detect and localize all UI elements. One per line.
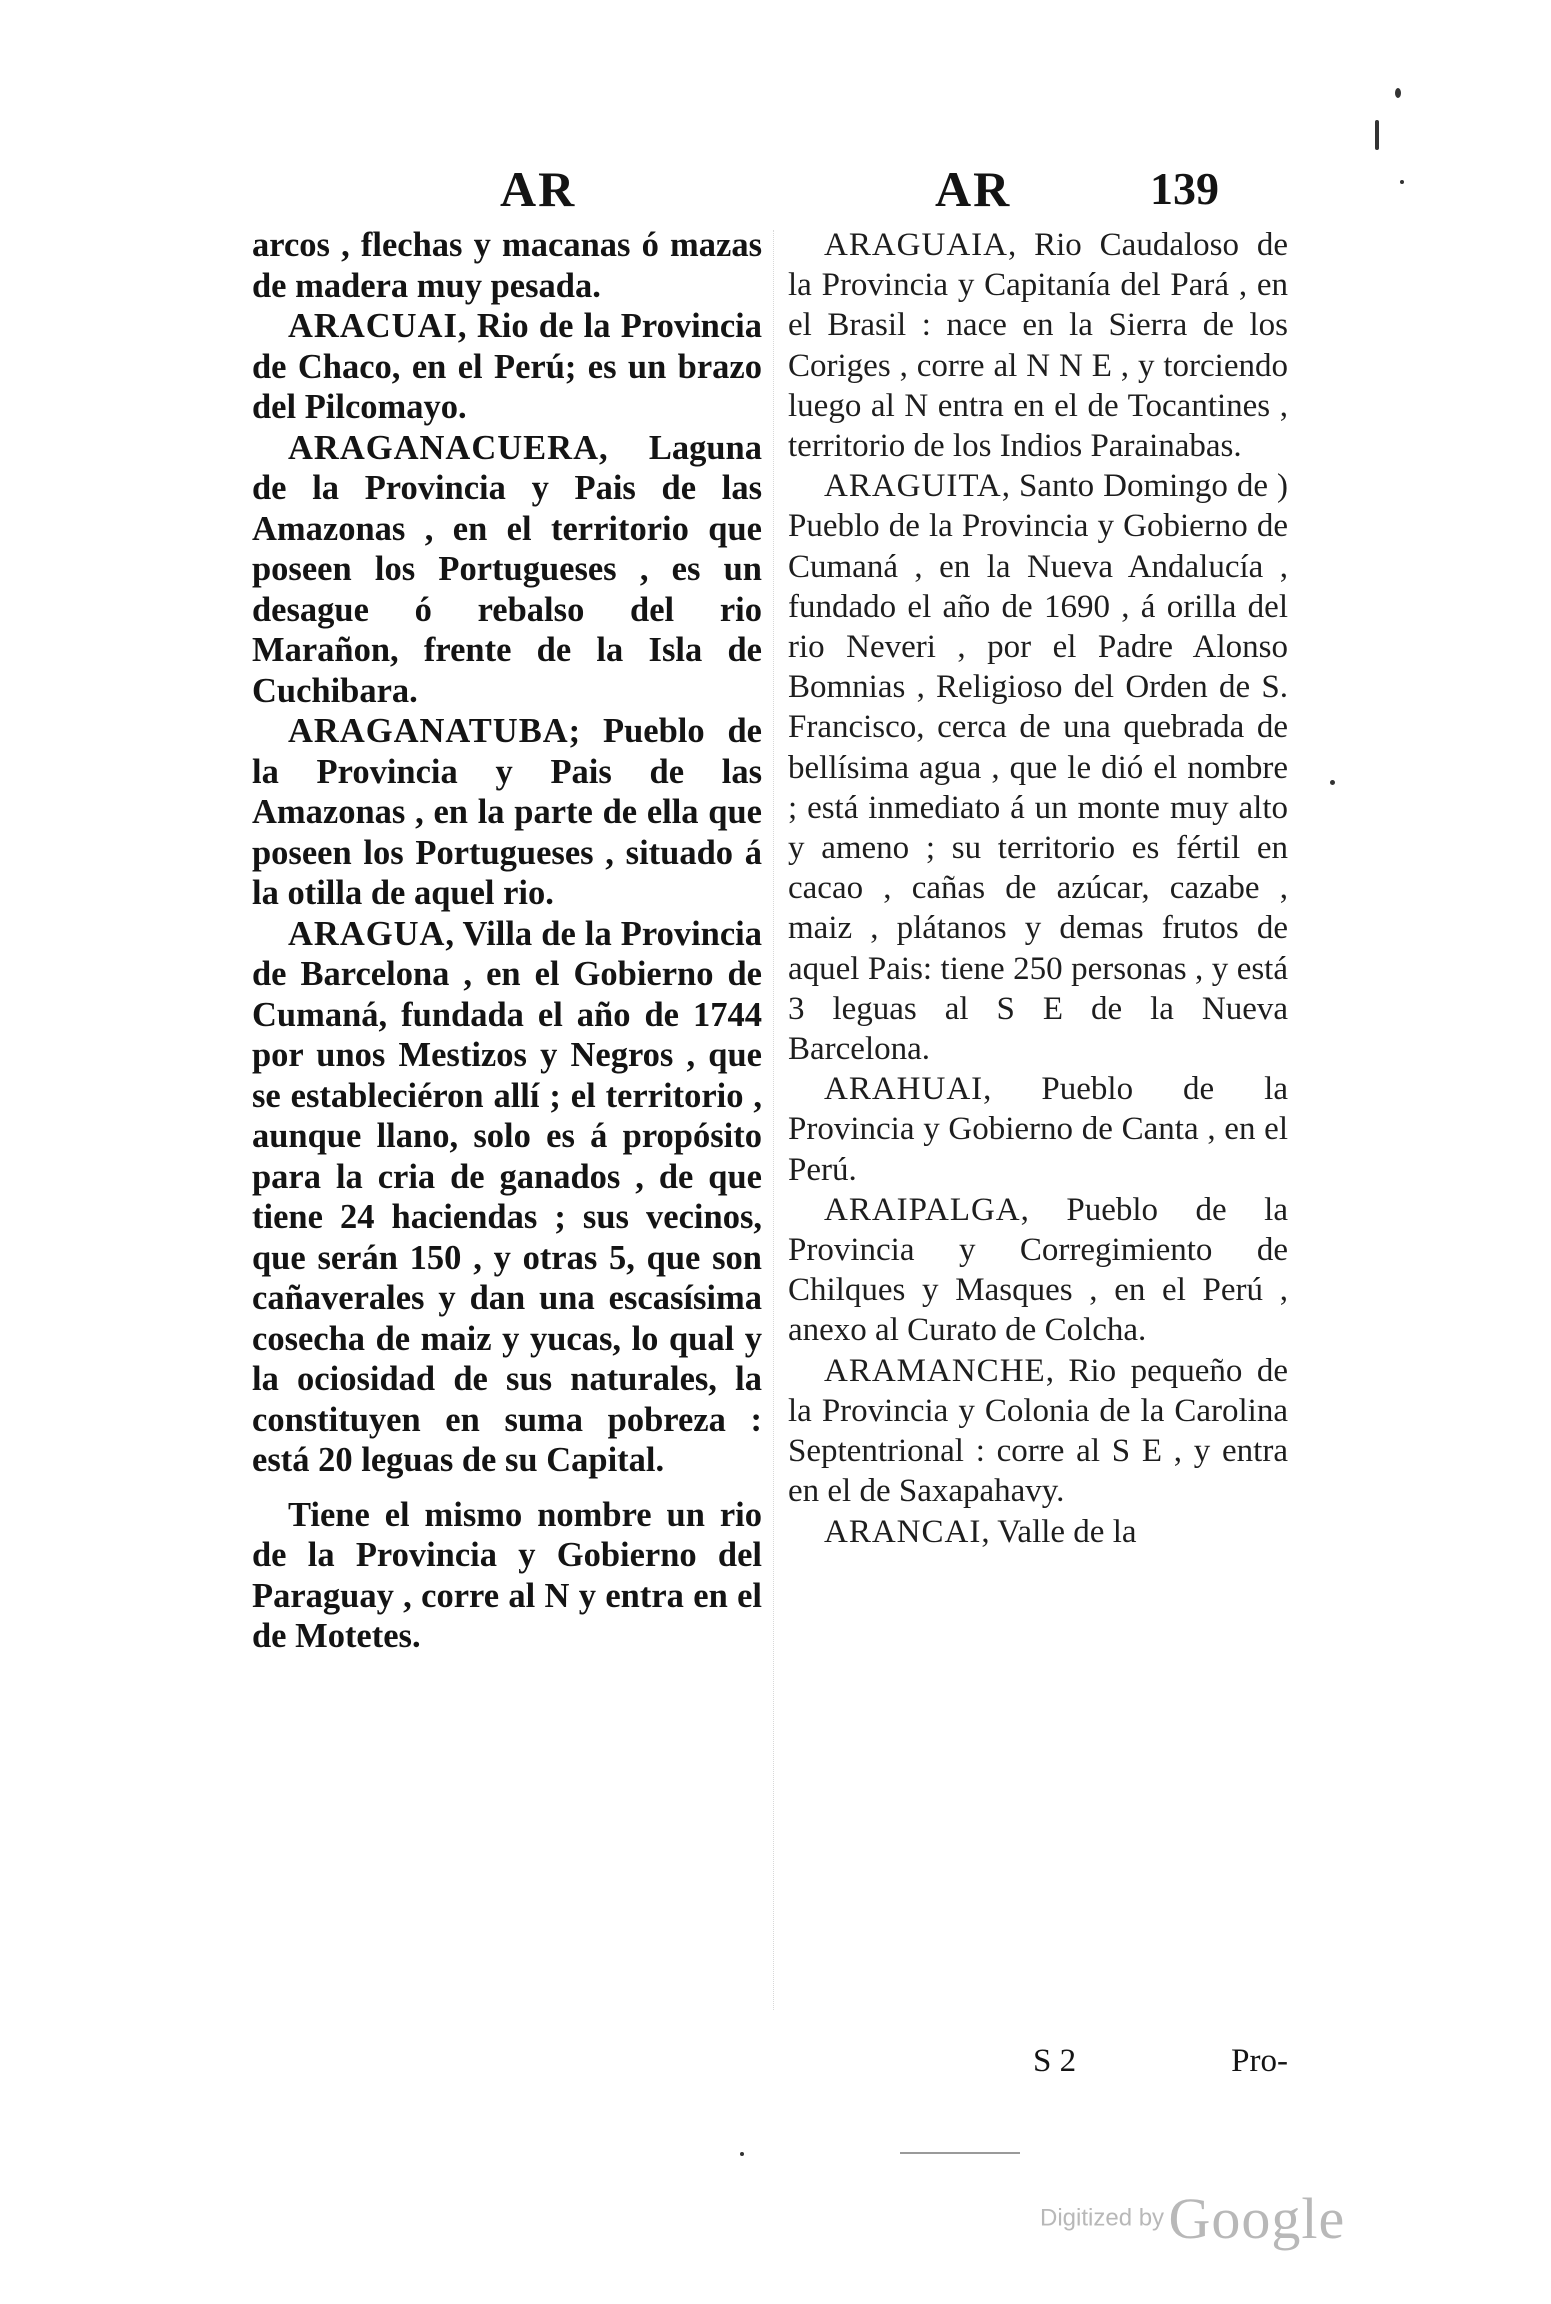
entry-body: , Villa de la Provincia de Barcelona , en el Gobierno de Cumaná, fundada el año de 1744 por unos Mestizos y Negros , que se estableciéron allí ; el territorio , aunque llano, solo es á propósito para la cria de ganados , de que tiene 24 haciendas ; sus vecinos, que serán 150 , y otras 5, que son cañaverales y dan una escasísima cosecha de maiz y yucas, lo qual y la ociosidad de sus naturales, la constituyen en suma pobreza : está 20 leguas de su Capital.	[252, 914, 762, 1479]
digitized-by-text: Digitized by	[1040, 2204, 1165, 2232]
dictionary-entry	[788, 466, 1288, 1069]
page-foot-line	[788, 2043, 1288, 2083]
entry-body: , Pueblo de la Provincia y Corregimiento de Chilques y Masques , en el Perú , anexo al Curato de Colcha.	[788, 1191, 1288, 1349]
dictionary-entry	[788, 1069, 1288, 1190]
running-head-right: AR	[935, 161, 1012, 217]
entry-continuation	[252, 225, 762, 306]
ink-speck	[1375, 120, 1379, 150]
entry-body: , Valle de la	[981, 1513, 1137, 1550]
catchword: Pro-	[1231, 2043, 1288, 2079]
dictionary-entry	[788, 1512, 1288, 1552]
dictionary-entry	[252, 711, 762, 914]
right-text-column	[788, 225, 1288, 1552]
dictionary-entry	[252, 428, 762, 712]
running-head-left: AR	[500, 161, 577, 217]
ink-speck	[740, 2152, 744, 2156]
entry-body: arcos , flechas y macanas ó mazas de madera muy pesada.	[252, 226, 762, 305]
entry-headword: ARAGUITA	[824, 468, 1002, 505]
entry-body: , Rio Caudaloso de la Provincia y Capitanía del Pará , en el Brasil : nace en la Sierra de los Coriges , corre al N N E , y torciendo luego al N entra en el de Tocantines , territorio de los Indios Parainabas.	[788, 227, 1288, 465]
entry-headword: ARAIPALGA	[824, 1191, 1021, 1228]
entry-body: , Santo Domingo de ) Pueblo de la Provincia y Gobierno de Cumaná , en la Nueva Andalucía , fundado el año de 1690 , á orilla del rio Neveri , por el Padre Alonso Bomnias , Religioso del Orden de S. Francisco, cerca de una quebrada de bellísima agua , que le dió el nombre ; está inmediato á un monte muy alto y ameno ; su territorio es fértil en cacao , cañas de azúcar, cazabe , maiz , plátanos y demas frutos de aquel Pais: tiene 250 personas , y está 3 leguas al S E de la Nueva Barcelona.	[788, 468, 1288, 1068]
dictionary-entry	[788, 225, 1288, 466]
digitized-by-google-watermark	[1040, 2185, 1345, 2252]
entry-body: Tiene el mismo nombre un rio de la Provincia y Gobierno del Paraguay , corre al N y entra en el de Motetes.	[252, 1495, 762, 1655]
dictionary-entry	[788, 1351, 1288, 1512]
entry-headword: ARAGUAIA	[824, 227, 1008, 263]
entry-body: , Rio de la Provincia de Chaco, en el Perú; es un brazo del Pilcomayo.	[252, 307, 762, 426]
dictionary-entry	[252, 306, 762, 428]
entry-body: , Laguna de la Provincia y Pais de las Amazonas , en el territorio que poseen los Portugueses , es un desague ó rebalso del rio Marañon, frente de la Isla de Cuchibara.	[252, 428, 762, 710]
signature-mark: S 2	[1033, 2043, 1077, 2079]
page-number: 139	[1150, 163, 1219, 214]
column-gutter	[773, 230, 774, 2010]
left-text-column	[252, 225, 762, 1657]
entry-headword: ARAGANATUBA	[288, 712, 569, 750]
entry-headword: ARAGANACUERA	[288, 428, 599, 467]
entry-body: , Rio pequeño de la Provincia y Colonia de la Carolina Septentrional : corre al S E , y entra en el de Saxapahavy.	[788, 1352, 1288, 1510]
entry-headword: ARAMANCHE	[824, 1352, 1046, 1389]
ink-speck	[1330, 780, 1335, 785]
google-logo: Google	[1168, 2186, 1346, 2251]
entry-body: ; Pueblo de la Provincia y Pais de las Amazonas , en la parte de ella que poseen los Portugueses , situado á la otilla de aquel rio.	[252, 712, 762, 912]
entry-body: , Pueblo de la Provincia y Gobierno de Canta , en el Perú.	[788, 1071, 1288, 1188]
ink-speck	[1395, 88, 1401, 98]
entry-headword: ARAHUAI	[824, 1071, 984, 1108]
entry-headword: ARACUAI	[288, 307, 458, 345]
dictionary-entry	[252, 914, 762, 1481]
ink-speck	[900, 2152, 1020, 2154]
entry-headword: ARANCAI	[824, 1513, 982, 1550]
ink-speck	[1400, 180, 1404, 184]
dictionary-entry	[788, 1190, 1288, 1351]
entry-subparagraph	[252, 1495, 762, 1657]
entry-headword: ARAGUA	[288, 914, 446, 953]
